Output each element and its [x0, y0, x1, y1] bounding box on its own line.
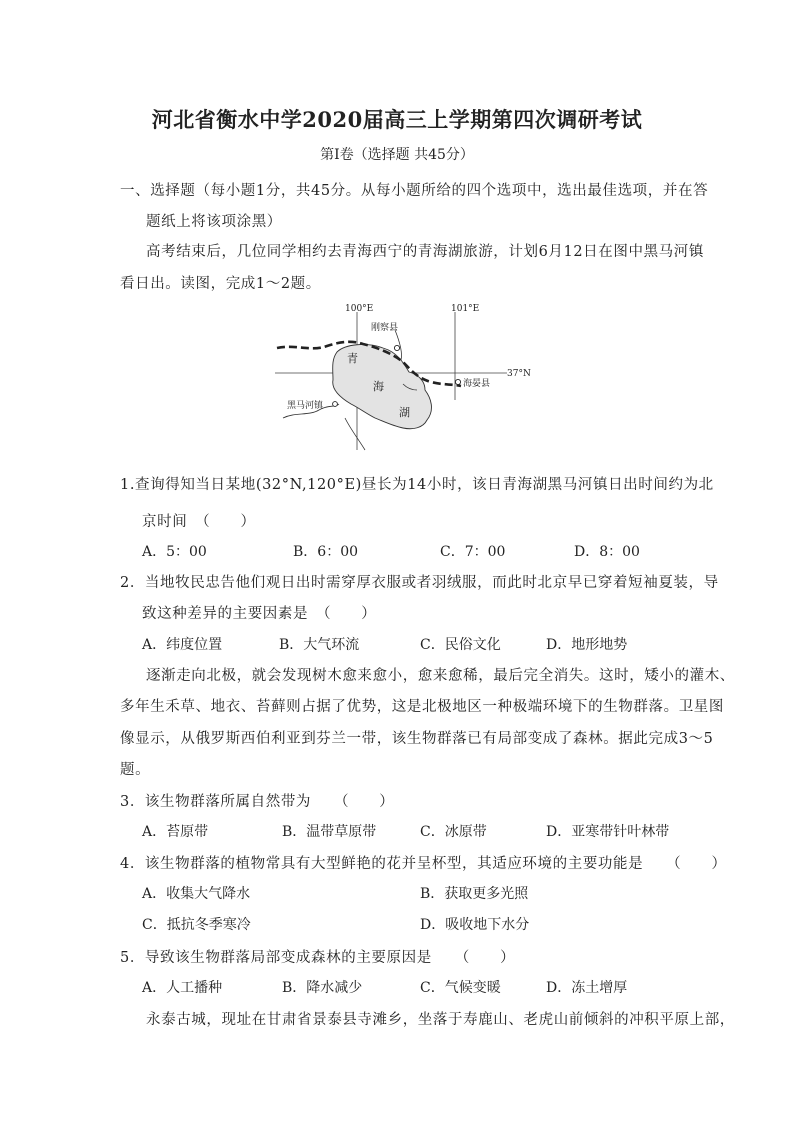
lake-label-hu: 湖 [399, 406, 410, 419]
q3-option-b: B．温带草原带 [282, 824, 377, 840]
passage2-line2: 多年生禾草、地衣、苔藓则占据了优势，这是北极地区一种极端环境下的生物群落。卫星图 [120, 699, 724, 715]
q2-option-a: A．纬度位置 [142, 637, 223, 653]
q4-option-b: B．获取更多光照 [420, 886, 529, 902]
q1-option-d: D．8：00 [574, 544, 640, 560]
q3-option-a: A．苔原带 [142, 824, 209, 840]
q1-option-a: A．5：00 [142, 544, 207, 560]
q5-option-c: C．气候变暖 [420, 980, 501, 996]
haiyan-marker [455, 379, 460, 384]
q2-stem-line2: 致这种差异的主要因素是 （ ） [142, 606, 377, 622]
lake-label-hai: 海 [373, 380, 384, 393]
lon2-label: 101°E [451, 304, 480, 314]
river-2 [345, 418, 365, 450]
lon1-label: 100°E [345, 304, 374, 314]
gangcha-label: 刚察县 [371, 323, 399, 333]
section-instruction-line1: 一、选择题（每小题1分，共45分。从每小题所给的四个选项中，选出最佳选项，并在答 [120, 183, 709, 199]
q5-option-b: B．降水减少 [282, 980, 363, 996]
q2-option-d: D．地形地势 [546, 637, 628, 653]
q1-option-c: C．7：00 [440, 544, 506, 560]
q3-stem: 3．该生物群落所属自然带为 （ ） [120, 794, 395, 810]
gangcha-marker [394, 345, 399, 350]
q5-option-a: A．人工播种 [142, 980, 223, 996]
q4-stem: 4．该生物群落的植物常具有大型鲜艳的花并呈杯型，其适应环境的主要功能是 （ ） [120, 856, 727, 872]
q1-stem-line2: 京时间 （ ） [142, 514, 256, 530]
q4-option-a: A．收集大气降水 [142, 886, 251, 902]
q2-stem-line1: 2．当地牧民忠告他们观日出时需穿厚衣服或者羽绒服，而此时北京早已穿着短袖夏装，导 [120, 575, 719, 591]
passage2-line3: 像显示，从俄罗斯西伯利亚到芬兰一带，该生物群落已有局部变成了森林。据此完成3～5 [120, 731, 714, 747]
page-title: 河北省衡水中学2020届高三上学期第四次调研考试 [151, 107, 643, 132]
q4-option-c: C．抵抗冬季寒冷 [142, 917, 251, 933]
q5-stem: 5．导致该生物群落局部变成森林的主要原因是 （ ） [120, 950, 516, 966]
lake-label-qing: 青 [347, 352, 358, 365]
lat-label: 37°N [507, 369, 531, 379]
passage1-line1: 高考结束后，几位同学相约去青海西宁的青海湖旅游，计划6月12日在图中黑马河镇 [146, 244, 704, 260]
q4-option-d: D．吸收地下水分 [420, 917, 530, 933]
passage2-line4: 题。 [120, 762, 151, 778]
passage1-line2: 看日出。读图，完成1～2题。 [120, 276, 321, 292]
q1-option-b: B．6：00 [293, 544, 359, 560]
section-subtitle: 第Ⅰ卷（选择题 共45分） [320, 147, 474, 163]
q3-option-d: D．亚寒带针叶林带 [546, 824, 670, 840]
q1-stem-line1: 1.查询得知当日某地(32°N,120°E)昼长为14小时，该日青海湖黑马河镇日出时间约为北 [120, 477, 714, 493]
q2-option-b: B．大气环流 [279, 637, 360, 653]
heimahe-label: 黑马河镇 [287, 401, 324, 411]
section-instruction-line2: 题纸上将该项涂黑） [146, 214, 282, 230]
heimahe-marker [333, 402, 338, 407]
q3-option-c: C．冰原带 [420, 824, 487, 840]
haiyan-label: 海晏县 [463, 379, 491, 389]
q5-option-d: D．冻土增厚 [546, 980, 628, 996]
passage3-line1: 永泰古城，现址在甘肃省景泰县寺滩乡，坐落于寿鹿山、老虎山前倾斜的冲积平原上部， [146, 1012, 735, 1028]
q2-option-c: C．民俗文化 [420, 637, 501, 653]
passage2-line1: 逐渐走向北极，就会发现树木愈来愈小，愈来愈稀，最后完全消失。这时，矮小的灌木、 [146, 668, 735, 684]
qinghai-lake-map [275, 300, 535, 455]
